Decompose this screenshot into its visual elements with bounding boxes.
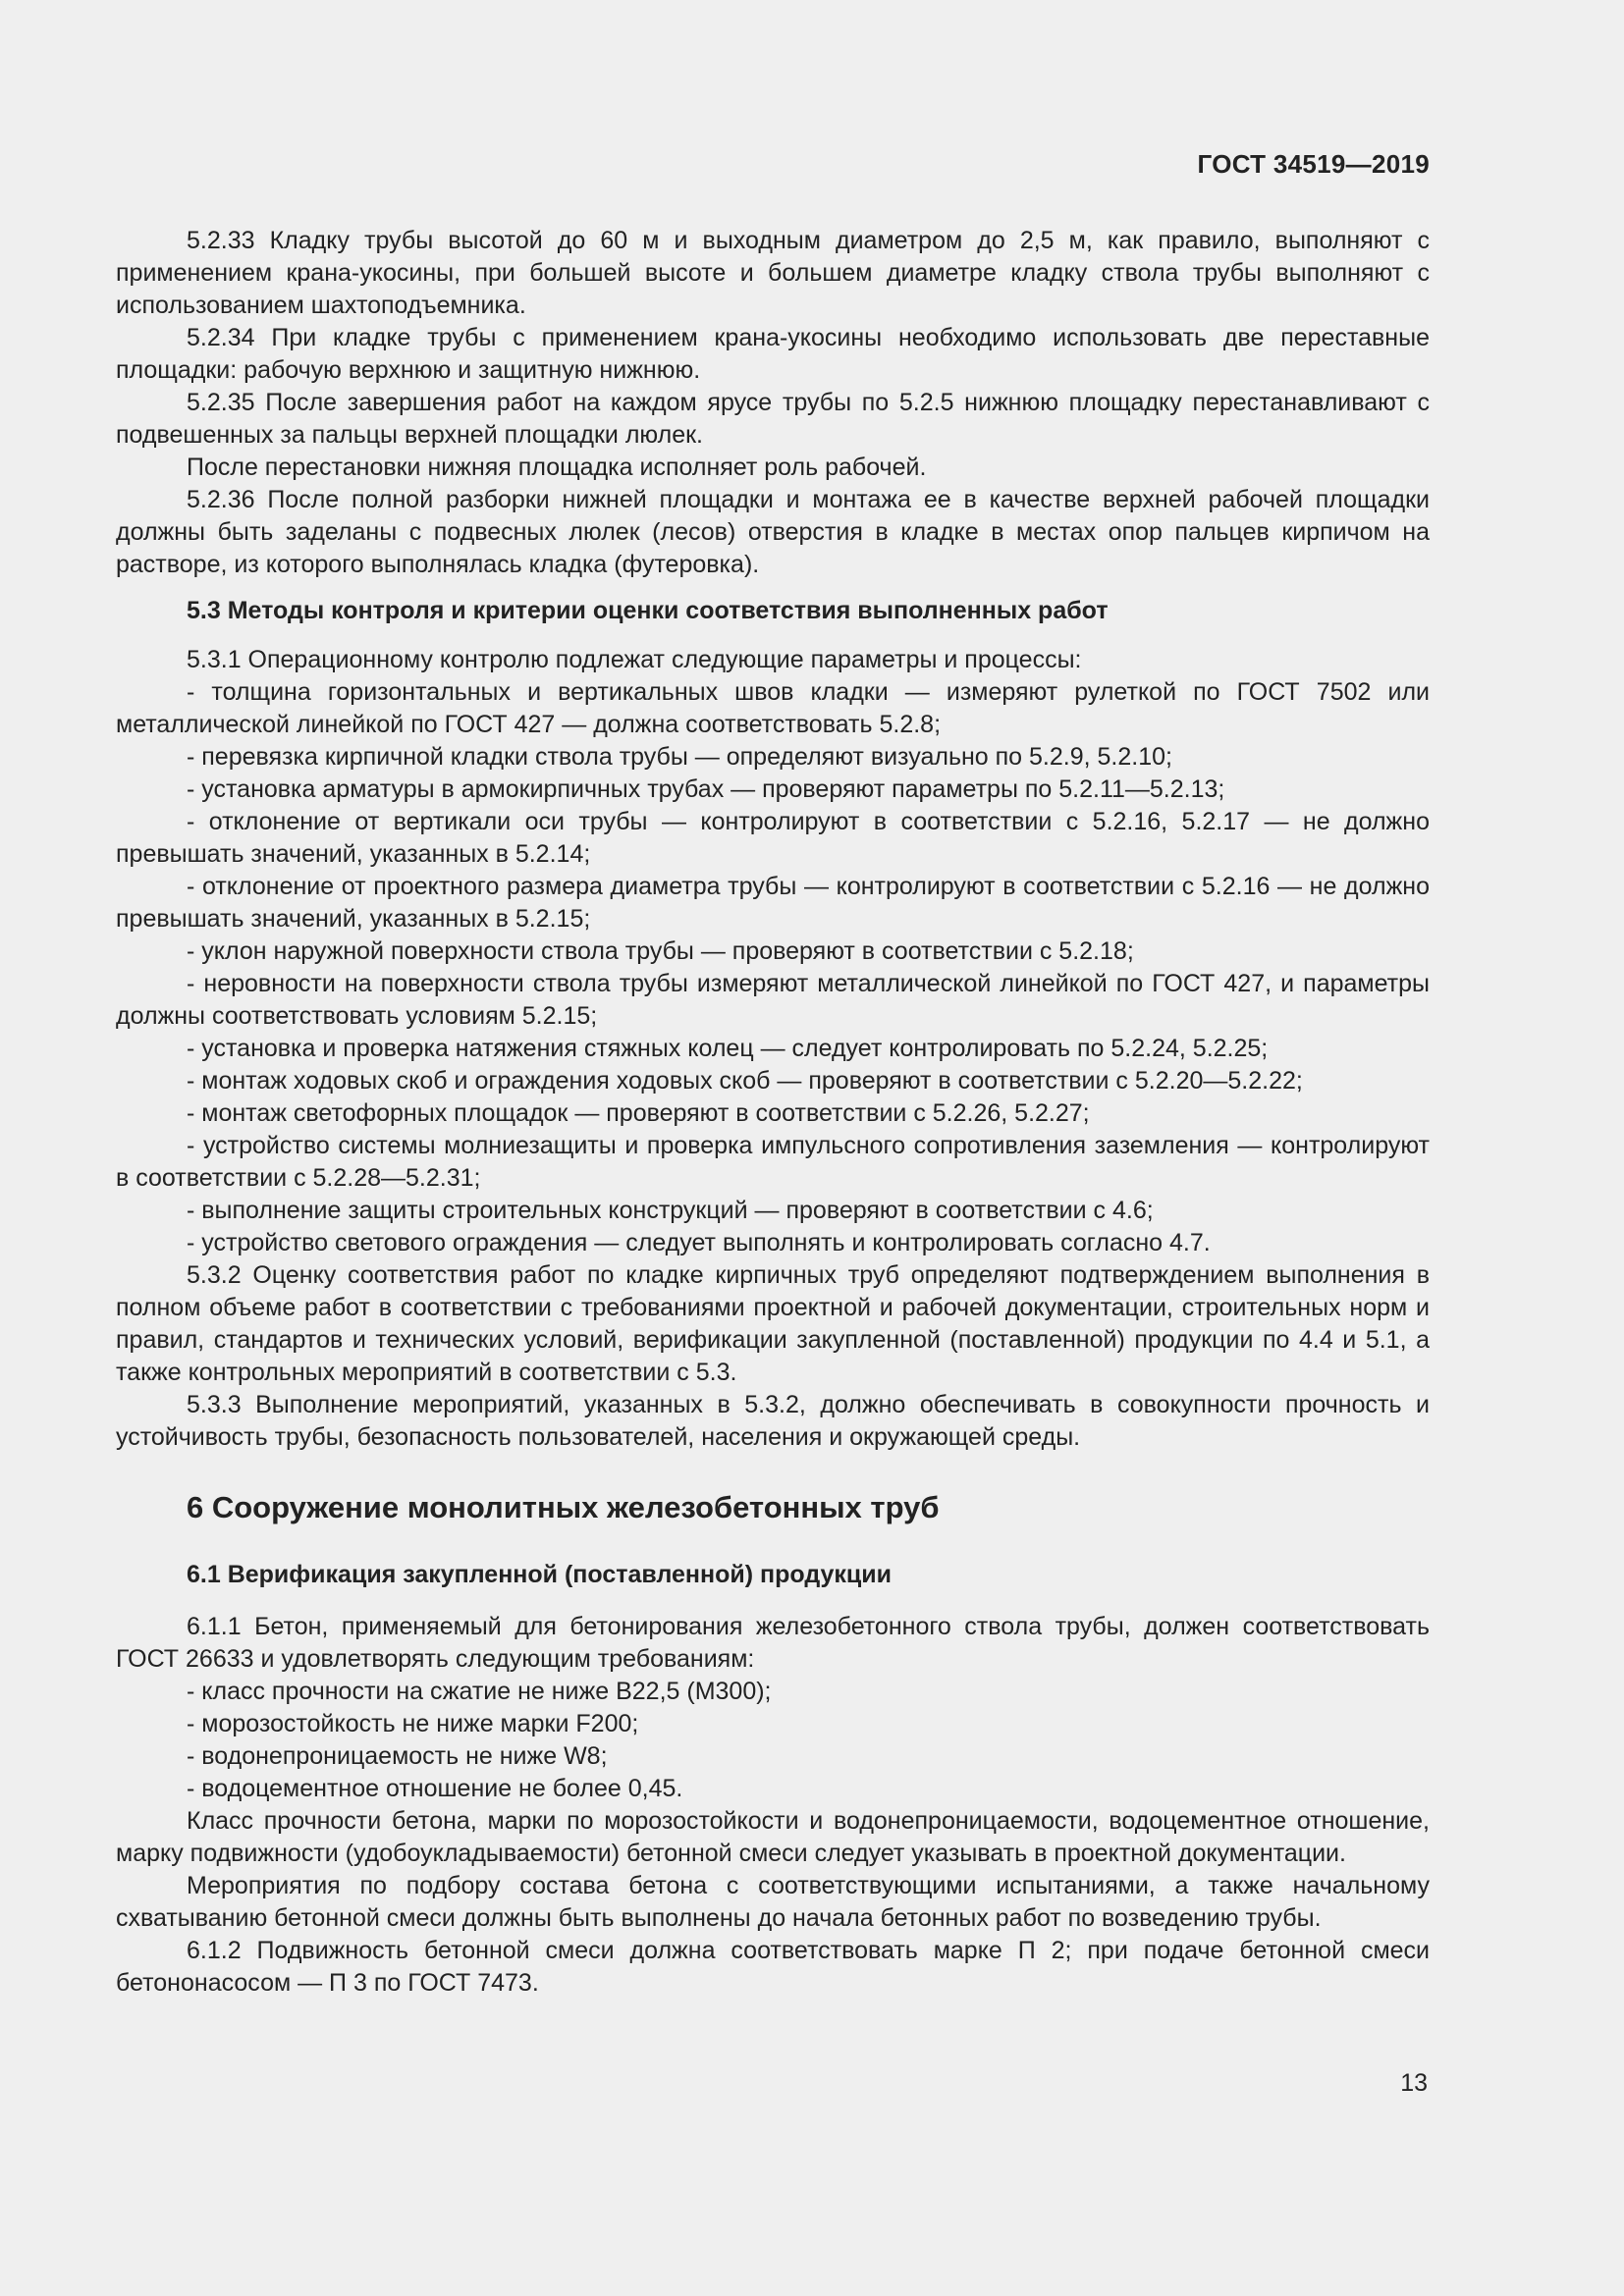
- list-item: - установка арматуры в армокирпичных трубах — проверяют параметры по 5.2.11—5.2.13;: [187, 775, 1225, 803]
- list-item: - перевязка кирпичной кладки ствола трубы — определяют визуально по 5.2.9, 5.2.10;: [187, 743, 1172, 771]
- list-item: - морозостойкость не ниже марки F200;: [187, 1710, 639, 1737]
- list-item: - устройство системы молниезащиты и проверка импульсного сопротивления заземления — контролируют в соответствии с 5.2.28—5.2.31;: [116, 1132, 1430, 1192]
- list-item: - отклонение от проектного размера диаметра трубы — контролируют в соответствии с 5.2.16 — не должно превышать значений, указанных в 5.2.15;: [116, 873, 1430, 933]
- section-heading: 6.1 Верификация закупленной (поставленной) продукции: [187, 1561, 893, 1588]
- paragraph: Класс прочности бетона, марки по морозостойкости и водонепроницаемости, водоцементное отношение, марку подвижности (удобоукладываемости) бетонной смеси следует указывать в проектной документации.: [116, 1807, 1430, 1867]
- list-item: - монтаж ходовых скоб и ограждения ходовых скоб — проверяют в соответствии с 5.2.20—5.2.22;: [187, 1067, 1303, 1095]
- list-item: - класс прочности на сжатие не ниже В22,5 (М300);: [187, 1678, 772, 1705]
- list-item: - монтаж светофорных площадок — проверяют в соответствии с 5.2.26, 5.2.27;: [187, 1099, 1090, 1127]
- paragraph: После перестановки нижняя площадка исполняет роль рабочей.: [187, 454, 927, 481]
- document-header: ГОСТ 34519—2019: [1197, 149, 1430, 179]
- paragraph: 5.2.34 При кладке трубы с применением крана-укосины необходимо использовать две переставные площадки: рабочую верхнюю и защитную нижнюю.: [116, 324, 1430, 384]
- list-item: - толщина горизонтальных и вертикальных швов кладки — измеряют рулеткой по ГОСТ 7502 или металлической линейкой по ГОСТ 427 — должна соответствовать 5.2.8;: [116, 678, 1430, 738]
- paragraph: 5.2.35 После завершения работ на каждом ярусе трубы по 5.2.5 нижнюю площадку перестанавливают с подвешенных за пальцы верхней площадки люлек.: [116, 389, 1430, 449]
- list-item: - неровности на поверхности ствола трубы измеряют металлической линейкой по ГОСТ 427, и параметры должны соответствовать условиям 5.2.15;: [116, 970, 1430, 1030]
- list-item: - водоцементное отношение не более 0,45.: [187, 1775, 683, 1802]
- paragraph: 6.1.2 Подвижность бетонной смеси должна соответствовать марке П 2; при подаче бетонной смеси бетононасосом — П 3 по ГОСТ 7473.: [116, 1937, 1430, 1997]
- paragraph: 5.2.33 Кладку трубы высотой до 60 м и выходным диаметром до 2,5 м, как правило, выполняют с применением крана-укосины, при большей высоте и большем диаметре кладку ствола трубы выполняют с использованием шахтоподъемника.: [116, 227, 1430, 319]
- section-heading: 5.3 Методы контроля и критерии оценки соответствия выполненных работ: [187, 597, 1109, 624]
- paragraph: 5.2.36 После полной разборки нижней площадки и монтажа ее в качестве верхней рабочей площадки должны быть заделаны с подвесных люлек (лесов) отверстия в кладке в местах опор пальцев кирпичом на растворе, из которого выполнялась кладка (футеровка).: [116, 486, 1430, 578]
- list-item: - устройство светового ограждения — следует выполнять и контролировать согласно 4.7.: [187, 1229, 1211, 1256]
- list-item: - отклонение от вертикали оси трубы — контролируют в соответствии с 5.2.16, 5.2.17 — не должно превышать значений, указанных в 5.2.14;: [116, 808, 1430, 868]
- paragraph: 5.3.1 Операционному контролю подлежат следующие параметры и процессы:: [187, 646, 1082, 673]
- list-item: - выполнение защиты строительных конструкций — проверяют в соответствии с 4.6;: [187, 1197, 1154, 1224]
- page-number: 13: [1400, 2069, 1428, 2097]
- list-item: - водонепроницаемость не ниже W8;: [187, 1742, 608, 1770]
- paragraph: 5.3.3 Выполнение мероприятий, указанных в 5.3.2, должно обеспечивать в совокупности прочность и устойчивость трубы, безопасность пользователей, населения и окружающей среды.: [116, 1391, 1430, 1451]
- list-item: - уклон наружной поверхности ствола трубы — проверяют в соответствии с 5.2.18;: [187, 937, 1134, 965]
- paragraph: 5.3.2 Оценку соответствия работ по кладке кирпичных труб определяют подтверждением выполнения в полном объеме работ в соответствии с требованиями проектной и рабочей документации, строительных норм и правил, стандартов и технических условий, верификации закупленной (поставленной) продукции по 4.4 и 5.1, а также контрольных мероприятий в соответствии с 5.3.: [116, 1261, 1430, 1386]
- paragraph: Мероприятия по подбору состава бетона с соответствующими испытаниями, а также начальному схватыванию бетонной смеси должны быть выполнены до начала бетонных работ по возведению трубы.: [116, 1872, 1430, 1932]
- chapter-heading: 6 Сооружение монолитных железобетонных труб: [187, 1490, 940, 1524]
- paragraph: 6.1.1 Бетон, применяемый для бетонирования железобетонного ствола трубы, должен соответствовать ГОСТ 26633 и удовлетворять следующим требованиям:: [116, 1613, 1430, 1673]
- list-item: - установка и проверка натяжения стяжных колец — следует контролировать по 5.2.24, 5.2.25;: [187, 1035, 1269, 1062]
- document-body: [116, 225, 1430, 2000]
